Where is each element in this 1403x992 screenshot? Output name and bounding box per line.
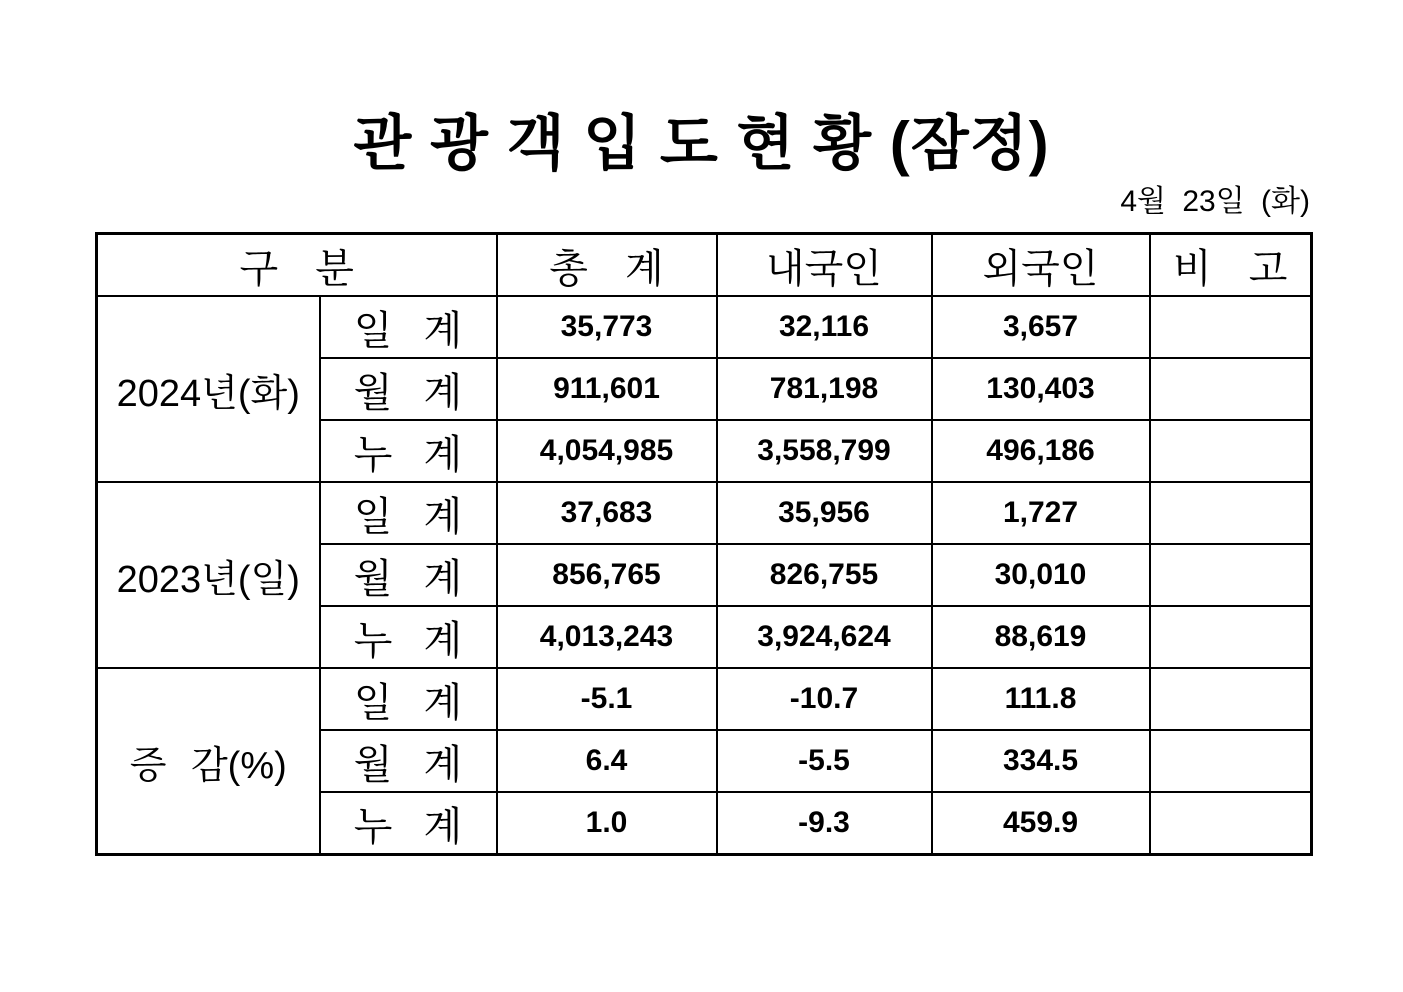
header-category: 구 분 bbox=[97, 234, 497, 297]
row-label-monthly: 월 계 bbox=[320, 730, 497, 792]
note-cell bbox=[1150, 482, 1312, 544]
value-domestic: 3,924,624 bbox=[717, 606, 932, 668]
header-foreign: 외국인 bbox=[932, 234, 1150, 297]
table-row bbox=[97, 296, 1312, 358]
value-total: 911,601 bbox=[497, 358, 717, 420]
value-domestic: 32,116 bbox=[717, 296, 932, 358]
note-cell bbox=[1150, 730, 1312, 792]
value-total: -5.1 bbox=[497, 668, 717, 730]
header-note: 비 고 bbox=[1150, 234, 1312, 297]
table-row bbox=[97, 668, 1312, 730]
note-cell bbox=[1150, 296, 1312, 358]
value-domestic: 826,755 bbox=[717, 544, 932, 606]
value-foreign: 88,619 bbox=[932, 606, 1150, 668]
value-foreign: 459.9 bbox=[932, 792, 1150, 855]
row-label-daily: 일 계 bbox=[320, 296, 497, 358]
header-total: 총 계 bbox=[497, 234, 717, 297]
tourist-arrival-table bbox=[95, 232, 1313, 856]
value-total: 35,773 bbox=[497, 296, 717, 358]
report-date: 4월 23일 (화) bbox=[1120, 185, 1310, 218]
value-foreign: 30,010 bbox=[932, 544, 1150, 606]
note-cell bbox=[1150, 420, 1312, 482]
note-cell bbox=[1150, 358, 1312, 420]
value-foreign: 111.8 bbox=[932, 668, 1150, 730]
value-total: 1.0 bbox=[497, 792, 717, 855]
value-domestic: -5.5 bbox=[717, 730, 932, 792]
note-cell bbox=[1150, 606, 1312, 668]
note-cell bbox=[1150, 792, 1312, 855]
header-domestic: 내국인 bbox=[717, 234, 932, 297]
value-domestic: -9.3 bbox=[717, 792, 932, 855]
value-total: 4,013,243 bbox=[497, 606, 717, 668]
value-foreign: 130,403 bbox=[932, 358, 1150, 420]
row-label-monthly: 월 계 bbox=[320, 544, 497, 606]
header-row bbox=[97, 234, 1312, 297]
row-label-daily: 일 계 bbox=[320, 482, 497, 544]
value-total: 6.4 bbox=[497, 730, 717, 792]
value-foreign: 334.5 bbox=[932, 730, 1150, 792]
row-label-daily: 일 계 bbox=[320, 668, 497, 730]
row-label-cumulative: 누 계 bbox=[320, 606, 497, 668]
row-label-cumulative: 누 계 bbox=[320, 792, 497, 855]
note-cell bbox=[1150, 544, 1312, 606]
row-label-monthly: 월 계 bbox=[320, 358, 497, 420]
value-foreign: 1,727 bbox=[932, 482, 1150, 544]
group-label-change: 증 감(%) bbox=[97, 668, 320, 855]
value-domestic: 35,956 bbox=[717, 482, 932, 544]
value-domestic: 781,198 bbox=[717, 358, 932, 420]
group-label-2024: 2024년(화) bbox=[97, 296, 320, 482]
value-domestic: -10.7 bbox=[717, 668, 932, 730]
value-total: 4,054,985 bbox=[497, 420, 717, 482]
report-title: 관 광 객 입 도 현 황 (잠정) bbox=[353, 110, 1050, 177]
value-foreign: 3,657 bbox=[932, 296, 1150, 358]
table-row bbox=[97, 482, 1312, 544]
value-total: 37,683 bbox=[497, 482, 717, 544]
value-total: 856,765 bbox=[497, 544, 717, 606]
group-label-2023: 2023년(일) bbox=[97, 482, 320, 668]
value-foreign: 496,186 bbox=[932, 420, 1150, 482]
note-cell bbox=[1150, 668, 1312, 730]
value-domestic: 3,558,799 bbox=[717, 420, 932, 482]
row-label-cumulative: 누 계 bbox=[320, 420, 497, 482]
